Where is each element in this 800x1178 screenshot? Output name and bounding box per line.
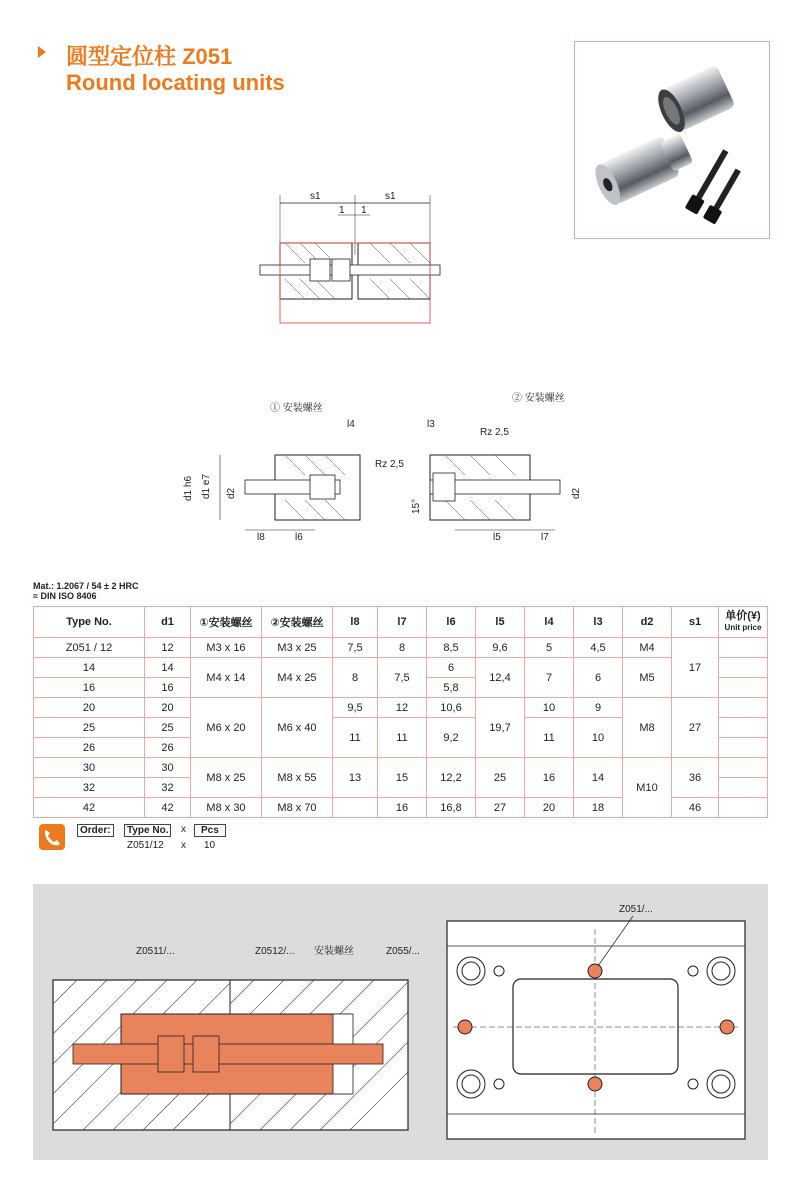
- cell: M4 x 14: [191, 658, 262, 698]
- cell: 7,5: [378, 658, 427, 698]
- dim-l7: l7: [541, 532, 549, 543]
- label-z051: Z051/...: [619, 904, 653, 915]
- cell: M6 x 40: [262, 698, 333, 758]
- cell: 25: [145, 718, 191, 738]
- cell: 19,7: [476, 698, 525, 758]
- cell: 26: [34, 738, 145, 758]
- cell: Z051 / 12: [34, 638, 145, 658]
- cell: M8 x 55: [262, 758, 333, 798]
- cell: 10,6: [427, 698, 476, 718]
- cell: 6: [427, 658, 476, 678]
- table-row: [34, 698, 768, 718]
- cell: M6 x 20: [191, 698, 262, 758]
- dim-d2-left: d2: [226, 487, 237, 499]
- th-screw2: ②安装螺丝: [262, 607, 333, 638]
- table-row: [34, 658, 768, 678]
- cell: 6: [574, 658, 623, 698]
- cell: 7: [525, 658, 574, 698]
- order-example-qty: 10: [204, 840, 216, 851]
- th-l5: l5: [476, 607, 525, 638]
- cell: M3 x 25: [262, 638, 333, 658]
- cell: 9,6: [476, 638, 525, 658]
- th-l7: l7: [378, 607, 427, 638]
- phone-icon: [39, 824, 65, 850]
- cell: 14: [574, 758, 623, 798]
- cell: 15: [378, 758, 427, 798]
- cell: [333, 798, 378, 818]
- cell: 26: [145, 738, 191, 758]
- label-z055: Z055/...: [386, 946, 420, 957]
- cell: 16: [525, 758, 574, 798]
- cell: 16: [378, 798, 427, 818]
- dim-s1-right: s1: [385, 191, 396, 202]
- th-screw1: ①安装螺丝: [191, 607, 262, 638]
- part-drawings: [175, 385, 595, 560]
- dim-gap-right: 1: [361, 205, 367, 216]
- cell: M8 x 25: [191, 758, 262, 798]
- cell: 11: [378, 718, 427, 758]
- cell: M4: [623, 638, 672, 658]
- dim-s1-left: s1: [310, 191, 321, 202]
- application-panel: [33, 884, 768, 1160]
- label-z0511: Z0511/...: [136, 946, 175, 957]
- cell: 20: [34, 698, 145, 718]
- cell: 8: [378, 638, 427, 658]
- dim-l8: l8: [257, 532, 265, 543]
- cell: 36: [672, 758, 719, 798]
- label-z0512: Z0512/...: [255, 946, 295, 957]
- cell: 16: [34, 678, 145, 698]
- th-d1: d1: [145, 607, 191, 638]
- cell: 27: [672, 698, 719, 758]
- th-d2: d2: [623, 607, 672, 638]
- cell: 42: [34, 798, 145, 818]
- th-type: Type No.: [34, 607, 145, 638]
- title-chinese: 圆型定位柱 Z051: [66, 44, 233, 69]
- order-pcs-box: Pcs: [194, 824, 226, 837]
- spec-table: [33, 606, 768, 818]
- th-l6: l6: [427, 607, 476, 638]
- dim-l6: l6: [295, 532, 303, 543]
- dim-l4: l4: [347, 419, 355, 430]
- price-cell: [719, 718, 768, 738]
- cell: M5: [623, 658, 672, 698]
- cell: 4,5: [574, 638, 623, 658]
- cell: 9,2: [427, 718, 476, 758]
- cell: 10: [525, 698, 574, 718]
- cell: 10: [574, 718, 623, 758]
- cell: 11: [525, 718, 574, 758]
- cell: 9: [574, 698, 623, 718]
- cell: 20: [525, 798, 574, 818]
- order-section: [39, 824, 239, 864]
- cell: 16: [145, 678, 191, 698]
- cell: 7,5: [333, 638, 378, 658]
- dim-angle: 15°: [411, 498, 422, 514]
- cell: 5,8: [427, 678, 476, 698]
- table-row: [34, 638, 768, 658]
- cell: M8 x 30: [191, 798, 262, 818]
- application-illustration: [33, 884, 768, 1160]
- cell: 25: [476, 758, 525, 798]
- cell: 14: [145, 658, 191, 678]
- assembly-drawing: [250, 185, 450, 325]
- cell: M4 x 25: [262, 658, 333, 698]
- cell: 20: [145, 698, 191, 718]
- th-l4: l4: [525, 607, 574, 638]
- cell: 32: [34, 778, 145, 798]
- order-example-x: x: [181, 840, 186, 851]
- price-cell: [719, 738, 768, 758]
- th-l8: l8: [333, 607, 378, 638]
- cell: 11: [333, 718, 378, 758]
- cell: 17: [672, 638, 719, 698]
- th-price-en: Unit price: [724, 623, 762, 632]
- cell: 8,5: [427, 638, 476, 658]
- label-screw2: ② 安装螺丝: [512, 393, 565, 404]
- product-photo: [574, 41, 770, 239]
- dim-d1h6: d1 h6: [183, 475, 194, 501]
- order-example-type: Z051/12: [127, 840, 164, 851]
- title-arrow-icon: [38, 46, 46, 58]
- label-rz-right: Rz 2,5: [480, 427, 509, 438]
- cell: 14: [34, 658, 145, 678]
- dim-d1e7: d1 e7: [201, 473, 212, 499]
- table-header: [34, 607, 768, 638]
- material-info: [33, 581, 138, 601]
- dim-d2-right: d2: [571, 487, 582, 499]
- order-type-box: Type No.: [124, 824, 171, 837]
- cell: 16,8: [427, 798, 476, 818]
- order-x: x: [181, 824, 186, 835]
- cell: 27: [476, 798, 525, 818]
- cell: 12: [378, 698, 427, 718]
- price-cell: [719, 758, 768, 778]
- cell: 32: [145, 778, 191, 798]
- cell: 18: [574, 798, 623, 818]
- material-line1: Mat.: 1.2067 / 54 ± 2 HRC: [33, 581, 139, 591]
- price-cell: [719, 778, 768, 798]
- cell: M3 x 16: [191, 638, 262, 658]
- cell: 25: [34, 718, 145, 738]
- cell: 13: [333, 758, 378, 798]
- th-s1: s1: [672, 607, 719, 638]
- cell: 12,2: [427, 758, 476, 798]
- product-photo-illustration: [575, 42, 769, 238]
- price-cell: [719, 798, 768, 818]
- cell: 30: [34, 758, 145, 778]
- th-price: [719, 607, 768, 638]
- order-label: Order:: [77, 824, 114, 837]
- cell: M10: [623, 758, 672, 818]
- cell: 12,4: [476, 658, 525, 698]
- title-english: Round locating units: [66, 70, 285, 95]
- label-rz-left: Rz 2,5: [375, 459, 404, 470]
- label-screw: 安装螺丝: [314, 946, 354, 957]
- dim-gap-left: 1: [339, 205, 345, 216]
- material-line2: ≈ DIN ISO 8406: [33, 591, 97, 601]
- cell: 46: [672, 798, 719, 818]
- th-l3: l3: [574, 607, 623, 638]
- cell: 30: [145, 758, 191, 778]
- th-price-cn: 单价(¥): [725, 610, 761, 622]
- dim-l5: l5: [493, 532, 501, 543]
- dim-l3: l3: [427, 419, 435, 430]
- price-cell: [719, 658, 768, 678]
- price-cell: [719, 678, 768, 698]
- price-cell: [719, 698, 768, 718]
- cell: 5: [525, 638, 574, 658]
- price-cell: [719, 638, 768, 658]
- label-screw1: ① 安装螺丝: [270, 403, 323, 414]
- table-row: [34, 758, 768, 778]
- cell: 9,5: [333, 698, 378, 718]
- cell: 12: [145, 638, 191, 658]
- cell: M8: [623, 698, 672, 758]
- cell: M8 x 70: [262, 798, 333, 818]
- cell: 42: [145, 798, 191, 818]
- cell: 8: [333, 658, 378, 698]
